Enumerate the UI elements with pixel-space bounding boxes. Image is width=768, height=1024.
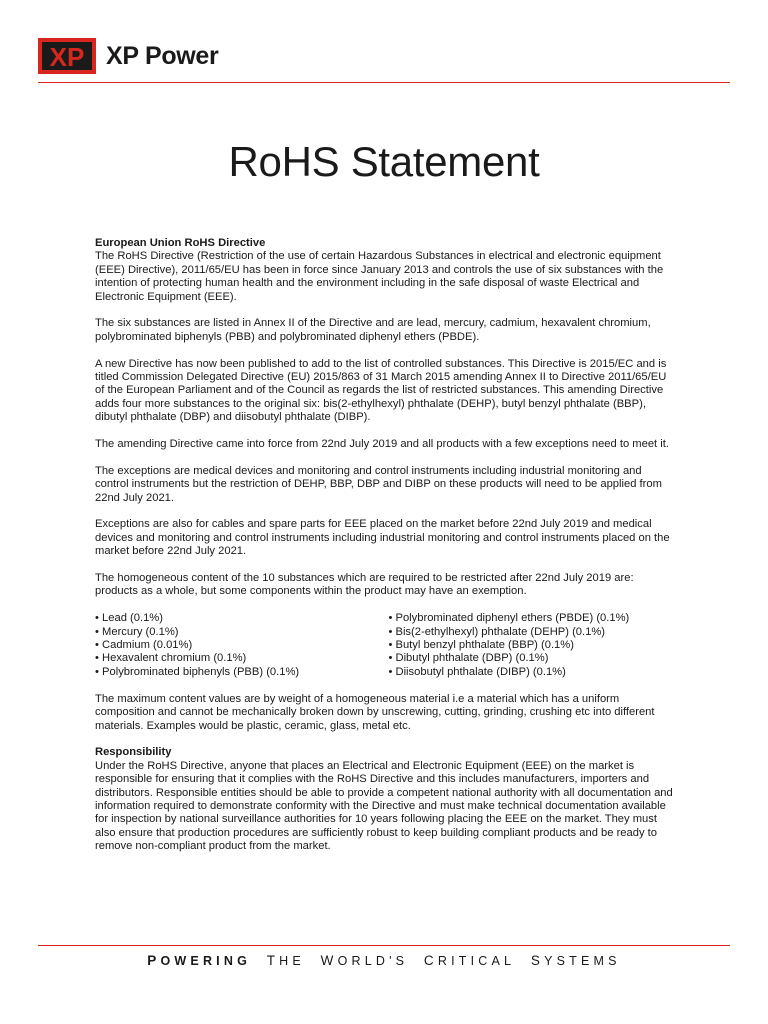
tagline-word-initial: T — [266, 953, 280, 968]
paragraph: Under the RoHS Directive, anyone that places an Electrical and Electronic Equipment (EEE) on the market is responsible for ensuring that it complies with the RoHS Directive and this includes manufacturers, importers and distributors. Responsible entities should be able to provide a competent national authority with all documentation and information required to demonstrate conformity with the Directive and must make technical documentation available for inspection by national surveillance authorities for 10 years following placing the EEE on the market. They must also ensure that production procedures are sufficiently robust to keep building compliant products and be ready to remove non-compliant product from the market. — [95, 759, 673, 853]
tagline-word-rest: YSTEMS — [544, 954, 621, 968]
list-item: • Polybrominated diphenyl ethers (PBDE) (0.1%) — [388, 612, 675, 625]
list-item: • Lead (0.1%) — [95, 612, 388, 625]
tagline-word — [147, 954, 251, 968]
footer-tagline — [0, 953, 768, 968]
tagline-word — [267, 954, 305, 968]
tagline-word-initial: C — [423, 953, 438, 968]
list-item: • Cadmium (0.01%) — [95, 639, 388, 652]
tagline-word-rest: OWERING — [160, 954, 252, 968]
header-divider — [38, 82, 730, 83]
logo-mark-letters: XP — [49, 42, 85, 72]
substance-list — [95, 612, 675, 679]
xp-logo-mark — [38, 38, 96, 74]
section-heading-eu: European Union RoHS Directive — [95, 237, 266, 249]
list-item: • Polybrominated biphenyls (PBB) (0.1%) — [95, 666, 388, 679]
list-item: • Butyl benzyl phthalate (BBP) (0.1%) — [388, 639, 675, 652]
tagline-word-initial: S — [530, 953, 545, 968]
list-item: • Diisobutyl phthalate (DIBP) (0.1%) — [388, 666, 675, 679]
paragraph: The maximum content values are by weight of a homogeneous material i.e a material which has a uniform composition and cannot be mechanically broken down by unscrewing, cutting, grinding, crushing etc into different materials. Examples would be plastic, ceramic, glass, metal etc. — [95, 692, 655, 732]
tagline-word-initial: P — [147, 953, 161, 968]
tagline-word — [321, 954, 409, 968]
paragraph: A new Directive has now been published to add to the list of controlled substances. This Directive is 2015/EC and is titled Commission Delegated Directive (EU) 2015/863 of 31 March 2015 amending Annex II to Directive 2011/65/EU of the European Parliament and of the Council as regards the list of restricted substances. This amending Directive adds four more substances to the original six: bis(2-ethylhexyl) phthalate (DEHP), butyl benzyl phthalate (BBP), dibutyl phthalate (DBP) and diisobutyl phthalate (DIBP). — [95, 357, 667, 424]
footer-divider — [38, 945, 730, 946]
list-item: • Dibutyl phthalate (DBP) (0.1%) — [388, 652, 675, 665]
xp-power-logo — [38, 38, 218, 74]
page-title: RoHS Statement — [228, 138, 540, 185]
tagline-word-rest: RITICAL — [437, 954, 516, 968]
substance-list-left — [95, 612, 388, 679]
paragraph: The amending Directive came into force from 22nd July 2019 and all products with a few exceptions need to meet it. — [95, 438, 669, 451]
tagline-word — [424, 954, 515, 968]
brand-name: XP Power — [106, 41, 219, 70]
document-body — [95, 237, 675, 867]
tagline-word-initial: W — [320, 953, 338, 968]
paragraph: The exceptions are medical devices and monitoring and control instruments including industrial monitoring and control instruments but the restriction of DEHP, BBP, DBP and DIBP on these products will need to be applied from 22nd July 2021. — [95, 464, 662, 504]
list-item: • Mercury (0.1%) — [95, 626, 388, 639]
paragraph: The six substances are listed in Annex II of the Directive and are lead, mercury, cadmium, hexavalent chromium, polybrominated biphenyls (PBB) and polybrominated diphenyl ethers (PBDE). — [95, 317, 651, 343]
tagline-word-rest: HE — [279, 954, 305, 968]
paragraph: The RoHS Directive (Restriction of the use of certain Hazardous Substances in electrical and electronic equipment (EEE) Directive), 2011/65/EU has been in force since January 2013 and controls the use of six substances with the intention of protecting human health and the environment including in the safe disposal of waste Electrical and Electronic Equipment (EEE). — [95, 250, 664, 303]
section-heading-responsibility: Responsibility — [95, 746, 172, 759]
paragraph: Exceptions are also for cables and spare parts for EEE placed on the market before 22nd July 2019 and medical devices and monitoring and control instruments including industrial monitoring and control instruments placed on the market before 22nd July 2021. — [95, 518, 670, 558]
list-item: • Bis(2-ethylhexyl) phthalate (DEHP) (0.1%) — [388, 626, 675, 639]
substance-list-right — [388, 612, 675, 679]
paragraph: The homogeneous content of the 10 substances which are required to be restricted after 22nd July 2019 are: products as a whole, but some components within the product may have an exemption. — [95, 572, 634, 598]
tagline-word — [531, 954, 621, 968]
tagline-word-rest: ORLD'S — [337, 954, 409, 968]
list-item: • Hexavalent chromium (0.1%) — [95, 652, 388, 665]
